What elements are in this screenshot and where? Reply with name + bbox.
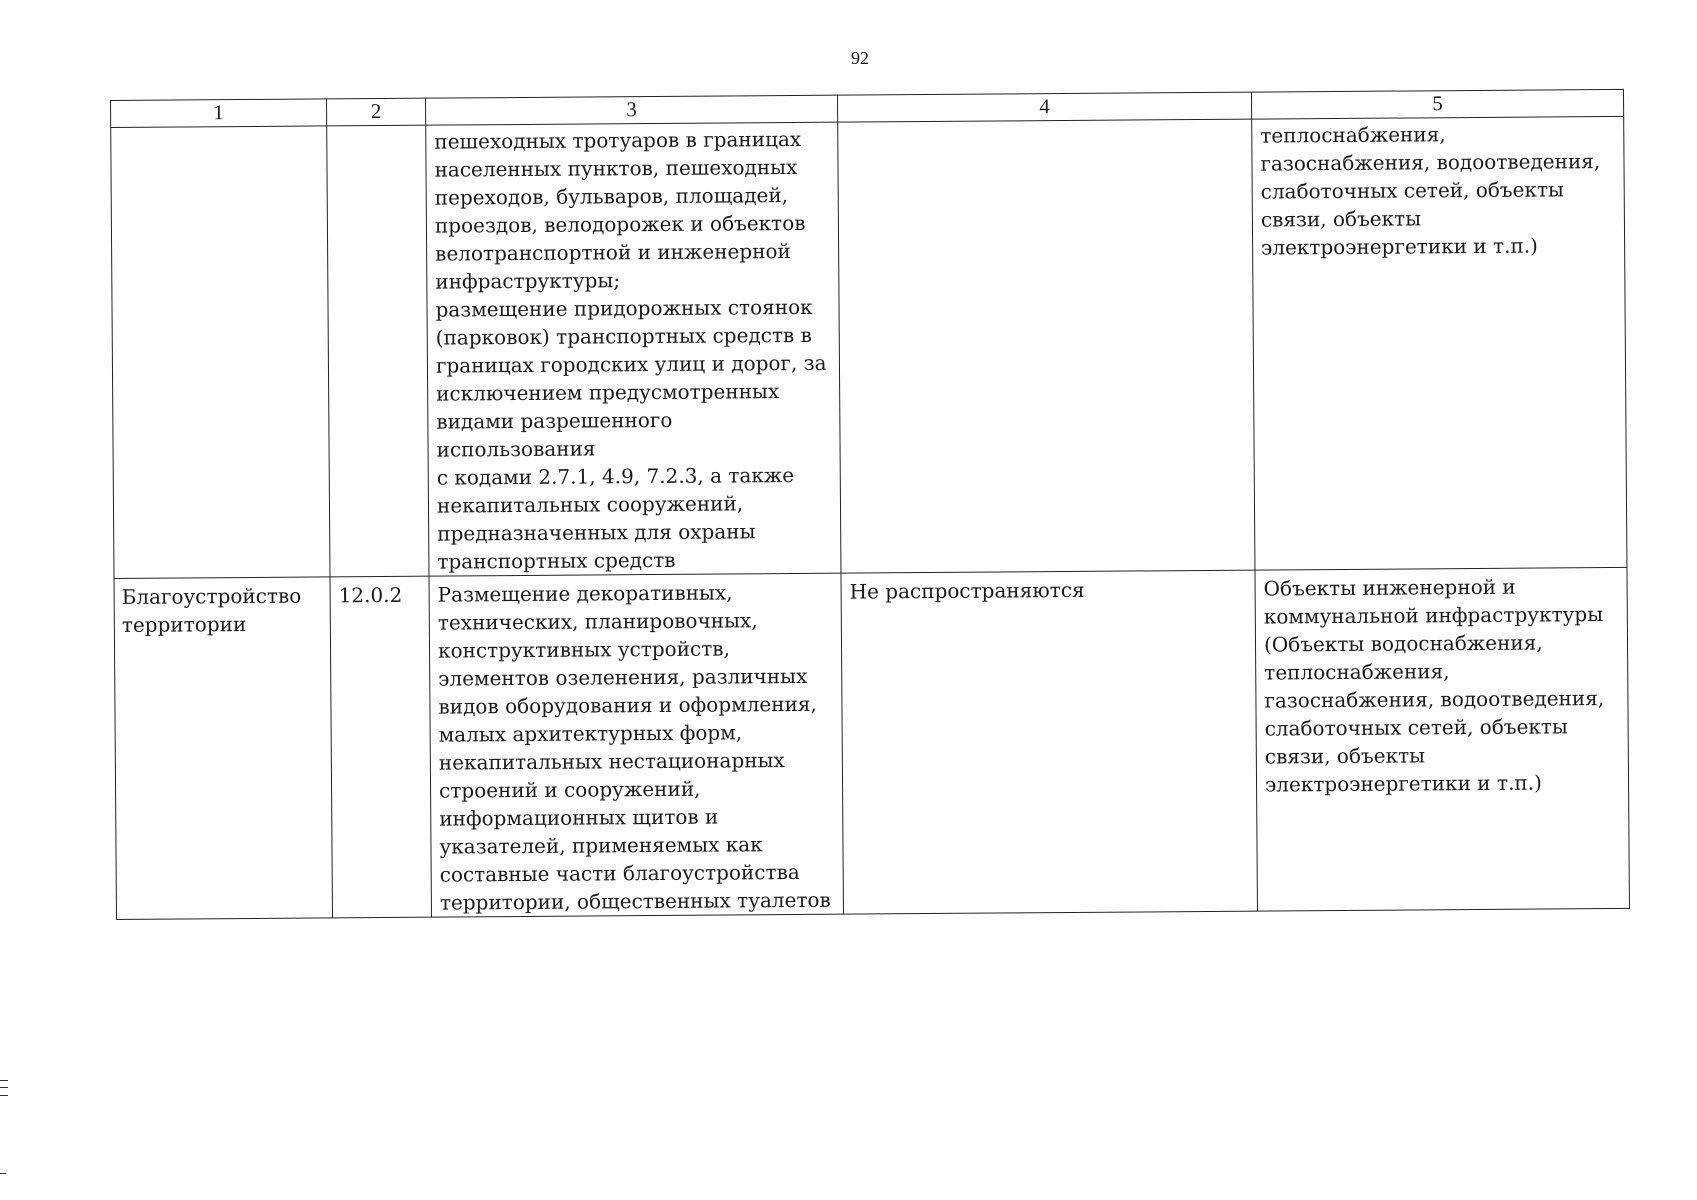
cell-name: Благоустройство территории [114, 577, 332, 920]
cell-parameters [838, 119, 1255, 573]
column-header-5: 5 [1251, 89, 1623, 119]
table-row [114, 567, 1629, 919]
cell-description: пешеходных тротуаров в границах населенных пунктов, пешеходных переходов, бульваров, площадей, проездов, велодорожек и объектов велотранспортной и инженерной инфраструктуры; размещение придорожных стоянок (парковок) транспортных средств в границах городских улиц и дорог, за исключением предусмотренных видами разрешенного использования с кодами 2.7.1, 4.9, 7.2.3, а также некапитальных сооружений, предназначенных для охраны транспортных средств [426, 122, 841, 576]
page-number: 92 [851, 48, 869, 68]
cell-description: Размещение декоративных, технических, планировочных, конструктивных устройств, элементов озеленения, различных видов оборудования и оформления, малых архитектурных форм, некапитальных нестационарных строений и сооружений, информационных щитов и указателей, применяемых как составные части благоустройства территории, общественных туалетов [429, 573, 843, 917]
cell-code [327, 125, 429, 577]
scan-margin-dash [0, 1173, 6, 1174]
cell-parameters: Не распространяются [841, 570, 1257, 914]
column-header-3: 3 [425, 95, 837, 125]
scan-margin-mark [0, 1080, 8, 1096]
cell-name [111, 126, 330, 579]
cell-code: 12.0.2 [330, 576, 431, 918]
table-row [111, 116, 1627, 578]
cell-objects: Объекты инженерной и коммунальной инфраструктуры (Объекты водоснабжения, теплоснабжения, газоснабжения, водоотведения, слаботочных сетей, объекты связи, объекты электроэнергетики и т.п.) [1255, 567, 1629, 911]
column-header-2: 2 [326, 98, 425, 126]
cell-objects: теплоснабжения, газоснабжения, водоотведения, слаботочных сетей, объекты связи, объекты электроэнергетики и т.п.) [1252, 116, 1627, 570]
zoning-table [110, 89, 1630, 920]
column-header-4: 4 [837, 92, 1251, 122]
column-header-1: 1 [111, 99, 327, 128]
